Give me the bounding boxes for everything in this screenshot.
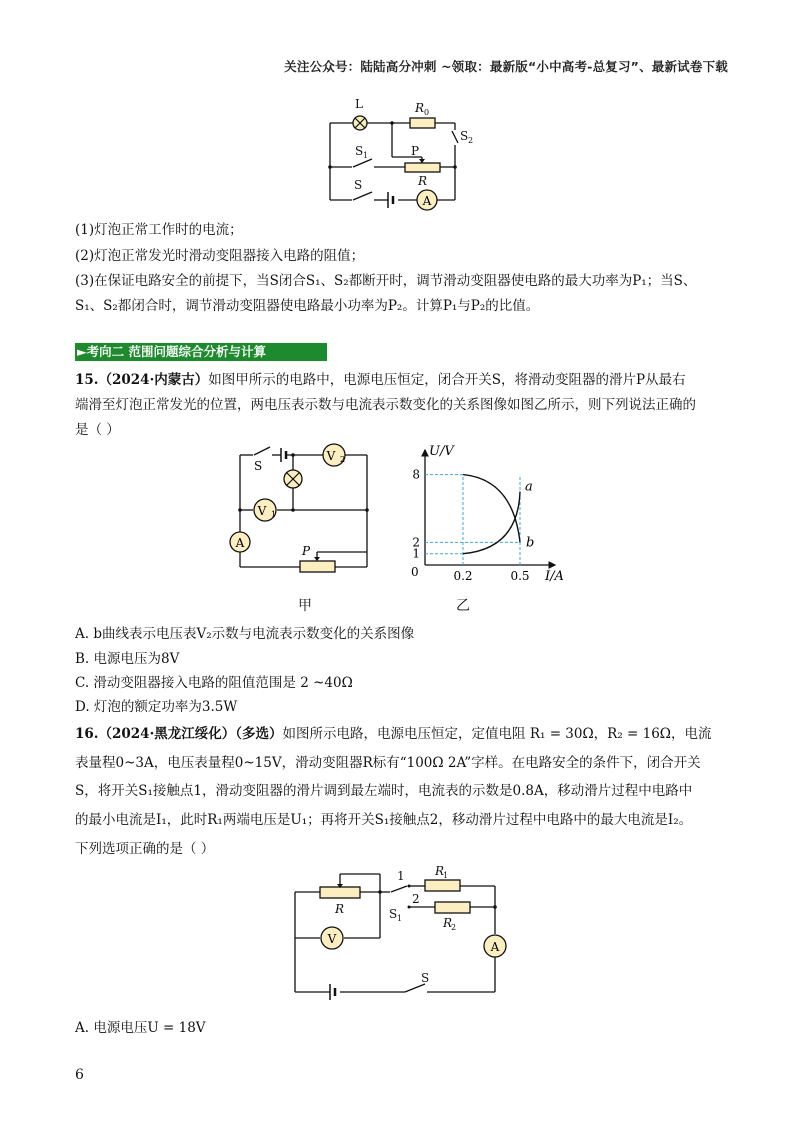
series-b-line (463, 475, 520, 543)
label-S: S (254, 459, 263, 473)
ammeter-label: A (235, 536, 245, 550)
label-R0-sub: 0 (424, 108, 430, 117)
circuit-diagram-1 (300, 95, 500, 215)
label-L: L (355, 97, 363, 111)
fig-label-jia: 甲 (298, 598, 312, 614)
lamp-L-icon (353, 116, 367, 130)
v2-label: V (326, 449, 336, 463)
q16-line-5: 下列选项正确的是（ ） (75, 841, 215, 857)
label-contact-2: 2 (412, 892, 420, 906)
voltmeter-V2-icon (323, 444, 345, 466)
lamp-icon (284, 470, 302, 488)
label-R1: R (435, 864, 445, 878)
voltmeter-label: V (327, 932, 337, 946)
ammeter-icon (230, 532, 250, 552)
q16-line-3: S，将开关S₁接触点1，滑动变阻器的滑片调到最左端时，电流表的示数是0.8A，移动滑片过程中电路中 (75, 783, 693, 799)
label-P: P (411, 144, 420, 158)
v1-label: V (257, 504, 267, 518)
ammeter-icon (484, 935, 506, 957)
q15-text-1: 如图甲所示的电路中，电源电压恒定，闭合开关S，将滑动变阻器的滑片P从最右 (208, 372, 686, 388)
page-header: 关注公众号：陆陆高分冲刺 ~领取：最新版“小中高考-总复习”、最新试卷下载 (284, 59, 728, 74)
label-S1-sub: 1 (363, 151, 369, 160)
v1-label-sub: 1 (271, 510, 277, 519)
label-S1: S (355, 144, 364, 158)
voltmeter-V1-icon (254, 499, 276, 521)
label-S: S (421, 971, 430, 985)
label-S1: S (389, 907, 398, 921)
x-axis-label: I/A (545, 569, 564, 584)
x-tick-0: 0.2 (453, 569, 473, 583)
circuit-diagram-3 (285, 862, 520, 1002)
series-b-label: b (526, 535, 535, 551)
label-R: R (418, 174, 428, 188)
x-tick-1: 0.5 (510, 569, 530, 583)
resistor-R0 (410, 118, 435, 128)
q14-part-4: S₁、S₂都闭合时，调节滑动变阻器使电路最小功率为P₂。计算P₁与P₂的比值。 (75, 298, 540, 314)
y-tick-2: 8 (412, 467, 420, 482)
voltmeter-icon (321, 927, 343, 949)
rheostat-R (320, 887, 360, 898)
q15-option-b: B. 电源电压为8V (75, 651, 180, 667)
battery-icon (281, 448, 286, 462)
label-R: R (335, 902, 345, 916)
q15-line-3: 是（ ） (75, 422, 120, 438)
label-S2: S (460, 129, 469, 143)
circuit-diagram-2 (225, 440, 385, 575)
label-R1-sub: 1 (443, 871, 449, 880)
q16-option-a: A. 电源电压U = 18V (75, 1020, 206, 1036)
label-S2-sub: 2 (468, 136, 474, 145)
battery-icon (330, 984, 335, 1000)
resistor-R1 (425, 880, 460, 891)
label-R2-sub: 2 (451, 923, 457, 932)
resistor-R2 (435, 902, 470, 913)
q16-line-2: 表量程0~3A，电压表量程0~15V，滑动变阻器R标有“100Ω 2A”字样。在电路安全的条件下，闭合开关 (75, 755, 701, 771)
q15-source: （2024·内蒙古） (98, 372, 209, 388)
q15-line-1 (75, 370, 686, 390)
q14-part-2: (2)灯泡正常发光时滑动变阻器接入电路的阻值； (75, 248, 365, 264)
q16-source: （2024·黑龙江绥化）（多选） (98, 726, 283, 742)
q15-line-2: 端滑至灯泡正常发光的位置，两电压表示数与电流表示数变化的关系图像如图乙所示，则下列说法正确的 (75, 397, 696, 413)
ammeter-icon (417, 190, 437, 210)
q15-option-a: A. b曲线表示电压表V₂示数与电流表示数变化的关系图像 (75, 626, 415, 642)
label-S: S (354, 178, 363, 192)
q16-number: 16. (75, 726, 99, 742)
q14-part-1: (1)灯泡正常工作时的电流； (75, 222, 243, 238)
u-i-graph (405, 440, 580, 585)
q16-text-1: 如图所示电路，电源电压恒定，定值电阻 R₁ = 30Ω，R₂ = 16Ω，电流 (282, 726, 712, 742)
fig-label-yi: 乙 (456, 598, 470, 614)
origin-label: 0 (411, 565, 419, 579)
q14-part-3: (3)在保证电路安全的前提下，当S闭合S₁、S₂都断开时，调节滑动变阻器使电路的最大功率为P₁；当S、 (75, 273, 697, 289)
q16-line-4: 的最小电流是I₁，此时R₁两端电压是U₁；再将开关S₁接触点2，移动滑片过程中电路中的最大电流是I₂。 (75, 812, 693, 828)
section-heading: ►考向二 范围问题综合分析与计算 (75, 343, 327, 361)
label-R2: R (443, 916, 453, 930)
page-number: 6 (75, 1067, 84, 1083)
series-a-label: a (525, 479, 533, 495)
rheostat-R (405, 163, 440, 172)
ammeter-label: A (422, 194, 432, 208)
series-a-line (463, 492, 520, 554)
y-tick-1: 2 (412, 535, 420, 550)
ammeter-label: A (490, 940, 500, 954)
q16-line-1 (75, 724, 712, 744)
label-contact-1: 1 (397, 869, 405, 883)
label-P: P (302, 544, 311, 558)
label-S1-sub: 1 (397, 914, 403, 923)
label-R0: R (415, 101, 425, 115)
rheostat (300, 561, 335, 572)
q15-option-d: D. 灯泡的额定功率为3.5W (75, 699, 238, 715)
battery-icon (388, 192, 393, 208)
y-axis-label: U/V (429, 444, 454, 459)
q15-option-c: C. 滑动变阻器接入电路的阻值范围是 2 ~40Ω (75, 675, 353, 691)
v2-label-sub: 2 (340, 455, 346, 464)
y-tick-0: 1 (412, 546, 420, 561)
q15-number: 15. (75, 372, 99, 388)
